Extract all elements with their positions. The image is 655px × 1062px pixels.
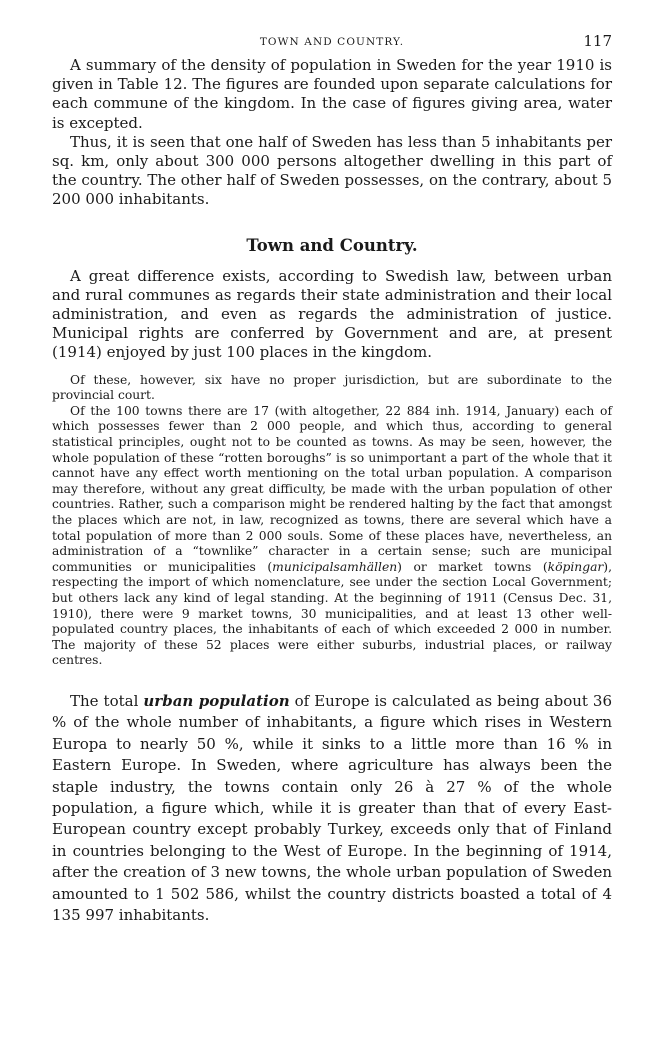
- intro-paragraph-1: A summary of the density of population in Sweden for the year 1910 is given in Table 12. The figures are founded upon separate calculations for each commune of the kingdom. In the case of figures giving area, water is excepted.: [52, 56, 612, 132]
- urban-population-block: [52, 691, 612, 926]
- book-page: [52, 30, 612, 926]
- small-paragraph-1: Of these, however, six have no proper jurisdiction, but are subordinate to the provincial court.: [52, 372, 612, 403]
- running-title: TOWN AND COUNTRY.: [259, 36, 405, 48]
- section-heading: Town and Country.: [246, 235, 418, 255]
- small-paragraph-2-part-b: ) or market towns (: [397, 559, 548, 574]
- small-paragraph-2-part-a: Of the 100 towns there are 17 (with altogether, 22 884 inh. 1914, January) each of which possesses fewer than 2 000 people, and which thus, according to general statistical principles, ought not to be counted as towns. As may be seen, however, the whole population of these “rotten boroughs” is so unimportant a part of the whole that it cannot have any effect worth mentioning on the total urban population. A comparison may therefore, without any great difficulty, be made with the urban population of other countries. Rather, such a comparison might be rendered halting by the fact that amongst the places which are not, in law, recognized as towns, there are several which have a total population of more than 2 000 souls. Some of these places have, nevertheless, an administration of a “townlike” character in a certain sense; such are municipal communities or municipalities (: [52, 403, 612, 574]
- running-head: [52, 30, 612, 56]
- term-kopingar: köpingar: [547, 559, 604, 574]
- urban-population-paragraph: [52, 691, 612, 926]
- term-municipalsamhallen: municipalsamhällen: [272, 559, 398, 574]
- urban-paragraph-part-b: of Europe is calculated as being about 36 % of the whole number of inhabitants, a figure which rises in Western Europa to nearly 50 %, while it sinks to a little more than 16 % in Eastern Europe. In Sweden, where agriculture has always been the staple industry, the towns contain only 26 à 27 % of the whole population, a figure which, while it is greater than that of every East-European country except probably Turkey, exceeds only that of Finland in countries belonging to the West of Europe. In the beginning of 1914, after the creation of 3 new towns, the whole urban population of Sweden amounted to 1 502 586, whilst the country districts boasted a total of 4 135 997 inhabitants.: [52, 691, 613, 924]
- small-print-block: [52, 373, 612, 669]
- page-number: 117: [583, 32, 612, 50]
- term-urban-population: urban population: [143, 691, 290, 710]
- intro-paragraph-2: Thus, it is seen that one half of Sweden has less than 5 inhabitants per sq. km, only about 300 000 persons altogether dwelling in this part of the country. The other half of Sweden possesses, on the contrary, about 5 200 000 inhabitants.: [52, 132, 612, 209]
- urban-paragraph-part-a: The total: [70, 691, 144, 710]
- small-paragraph-2: [52, 404, 612, 669]
- small-paragraph-2-part-c: ), respecting the import of which nomenclature, see under the section Local Government; but others lack any kind of legal standing. At the beginning of 1911 (Census Dec. 31, 1910), there were 9 market towns, 30 municipalities, and at least 13 other well-populated country places, the inhabitants of each of which exceeded 2 000 in number. The majority of these 52 places were either suburbs, industrial places, or railway centres.: [52, 559, 613, 668]
- section-paragraph-1: A great difference exists, according to Swedish law, between urban and rural communes as regards their state administration and their local administration, and even as regards the administration of justice. Municipal rights are conferred by Government and are, at present (1914) enjoyed by just 100 places in the kingdom.: [52, 266, 612, 362]
